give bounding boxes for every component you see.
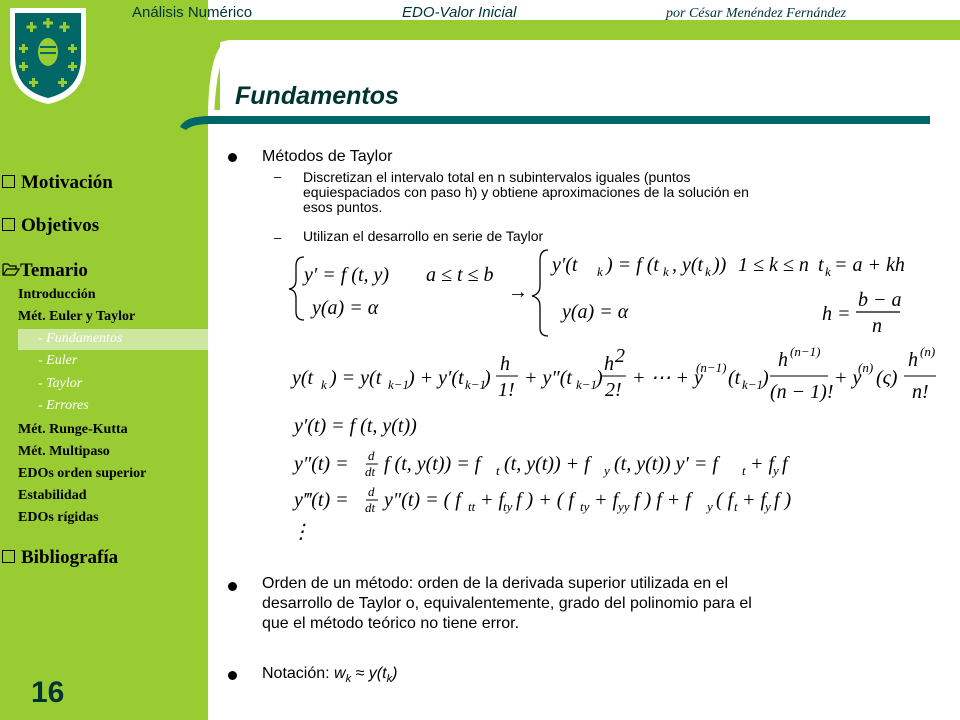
svg-text:): ) [484,367,491,389]
topic-name: EDO-Valor Inicial [402,4,517,21]
svg-text:f: f [782,453,788,475]
svg-text:a ≤ t ≤ b: a ≤ t ≤ b [426,264,494,286]
bullet-order-line: desarrollo de Taylor o, equivalentemente, grado del polinomio para el [262,595,752,612]
svg-text:f ): f ) [774,489,792,511]
nav-euler-taylor[interactable]: Mét. Euler y Taylor [18,309,136,324]
svg-text:(n): (n) [920,344,936,359]
dash-icon: – [274,230,282,245]
svg-text:h: h [604,353,614,375]
bullet-order-line: que el método teórico no tiene error. [262,615,520,632]
svg-text:dt: dt [365,500,376,515]
svg-text:y′ = f (t, y): y′ = f (t, y) [304,264,390,286]
svg-text:h =: h = [822,303,851,325]
page-number: 16 [31,676,65,709]
svg-text:k−1: k−1 [742,377,764,392]
nav-estabilidad[interactable]: Estabilidad [18,488,87,503]
svg-text:n: n [872,315,882,337]
svg-text:): ) [596,367,603,389]
svg-text:) = y(t: ) = y(t [330,367,382,389]
nav-label: Temario [20,260,88,281]
svg-text:k: k [705,264,711,279]
svg-text:k: k [663,264,669,279]
svg-text:yy: yy [618,499,630,514]
svg-text:(t, y(t)) y′ = f: (t, y(t)) y′ = f [614,453,718,475]
svg-text:= a + kh: = a + kh [834,254,905,276]
svg-text:(n−1): (n−1) [790,344,821,359]
svg-text:⋮: ⋮ [291,521,311,543]
svg-text:y: y [765,499,771,514]
nav-label: Bibliografía [21,547,119,568]
bullet-icon [228,671,237,680]
svg-text:+ f: + f [594,489,619,511]
svg-text:f ) f + f: f ) f + f [634,489,691,511]
svg-text:k−1: k−1 [465,377,487,392]
dash-icon: – [274,169,282,184]
nav-fundamentos[interactable]: - Fundamentos [38,331,123,346]
svg-text:2: 2 [615,345,625,367]
svg-text:+ f: + f [742,489,767,511]
svg-text:f ) + ( f: f ) + ( f [516,489,574,511]
author-name: por César Menéndez Fernández [666,6,847,21]
svg-text:b − a: b − a [858,289,902,311]
svg-text:n!: n! [912,381,929,403]
svg-text:+ y″(t: + y″(t [524,367,572,389]
course-name: Análisis Numérico [132,4,253,21]
nav-label: Objetivos [21,215,100,236]
svg-text:y‴(t) =: y‴(t) = [294,489,349,511]
svg-text:k−1: k−1 [388,377,410,392]
svg-text:t: t [734,499,738,514]
svg-text:, y(t: , y(t [672,254,704,276]
nav-taylor[interactable]: - Taylor [38,376,83,391]
svg-text:y(t: y(t [292,367,314,389]
svg-text:h: h [778,349,788,371]
nav-introduccion[interactable]: Introducción [18,287,96,302]
bullet-order-line: Orden de un método: orden de la derivada superior utilizada en el [262,575,729,592]
svg-text:y: y [773,463,779,478]
svg-text:t: t [742,463,746,478]
sub-item-line: equiespaciados con paso h) y obtiene aproximaciones de la solución en [303,184,749,200]
nav-errores[interactable]: - Errores [38,398,89,413]
svg-text:(t: (t [728,367,741,389]
svg-text:): ) [762,367,769,389]
svg-text:1!: 1! [498,379,515,401]
svg-text:1 ≤ k ≤ n: 1 ≤ k ≤ n [738,254,809,276]
svg-text:ty: ty [503,499,513,514]
svg-text:+ f: + f [480,489,505,511]
notation-label: Notación: [262,665,330,682]
svg-text:2!: 2! [605,379,622,401]
nav-label: Motivación [21,172,113,193]
svg-text:(n−1): (n−1) [696,360,727,375]
svg-text:+ f: + f [750,453,775,475]
svg-text:y″(t) =: y″(t) = [294,453,349,475]
svg-text:f (t, y(t)) = f: f (t, y(t)) = f [384,453,481,475]
nav-orden-superior[interactable]: EDOs orden superior [18,466,147,481]
nav-euler[interactable]: - Euler [38,353,78,368]
nav-rigidas[interactable]: EDOs rígidas [18,510,99,525]
svg-text:d: d [368,448,375,463]
svg-text:k−1: k−1 [576,377,598,392]
svg-text:h: h [908,349,918,371]
svg-text:h: h [500,353,510,375]
svg-text:y: y [604,463,610,478]
svg-text:+ ⋯ + y: + ⋯ + y [632,367,703,389]
sub-item-line: esos puntos. [303,199,383,215]
svg-text:y″(t) = ( f: y″(t) = ( f [384,489,461,511]
notation-formula: $w_k \approx y(t_k)$ [334,665,398,686]
svg-text:+ y: + y [834,367,862,389]
sub-item-taylor-series: Utilizan el desarrollo en serie de Taylor [303,228,544,244]
svg-text:dt: dt [365,464,376,479]
bullet-notation [262,664,397,689]
svg-text:y: y [707,499,713,514]
svg-text:t: t [818,254,824,276]
svg-text:) = f (t: ) = f (t [606,254,659,276]
slide-title: Fundamentos [235,82,399,110]
nav-runge-kutta[interactable]: Mét. Runge-Kutta [18,422,128,437]
svg-text:y(a) = α: y(a) = α [562,301,629,323]
svg-text:)): )) [713,254,727,276]
svg-text:(ς): (ς) [876,367,898,389]
sub-item-line: Discretizan el intervalo total en n subintervalos iguales (puntos [303,169,691,185]
svg-text:( f: ( f [716,489,734,511]
bullet-icon [228,582,237,591]
svg-text:→: → [508,281,528,303]
svg-text:tt: tt [468,499,476,514]
svg-text:y(a) = α: y(a) = α [312,297,379,319]
svg-text:(n): (n) [858,360,874,375]
svg-text:k: k [825,264,831,279]
svg-text:(t, y(t)) + f: (t, y(t)) + f [504,453,590,475]
svg-text:k: k [597,264,603,279]
svg-text:k: k [321,377,327,392]
svg-text:d: d [368,484,375,499]
svg-text:) + y′(t: ) + y′(t [408,367,464,389]
svg-text:ty: ty [580,499,590,514]
bullet-taylor-methods: Métodos de Taylor [262,148,393,165]
svg-text:y′(t: y′(t [552,254,578,276]
nav-multipaso[interactable]: Mét. Multipaso [18,444,110,459]
svg-text:t: t [496,463,500,478]
svg-text:(n − 1)!: (n − 1)! [770,381,834,403]
svg-text:y′(t) = f (t, y(t)): y′(t) = f (t, y(t)) [294,415,417,437]
